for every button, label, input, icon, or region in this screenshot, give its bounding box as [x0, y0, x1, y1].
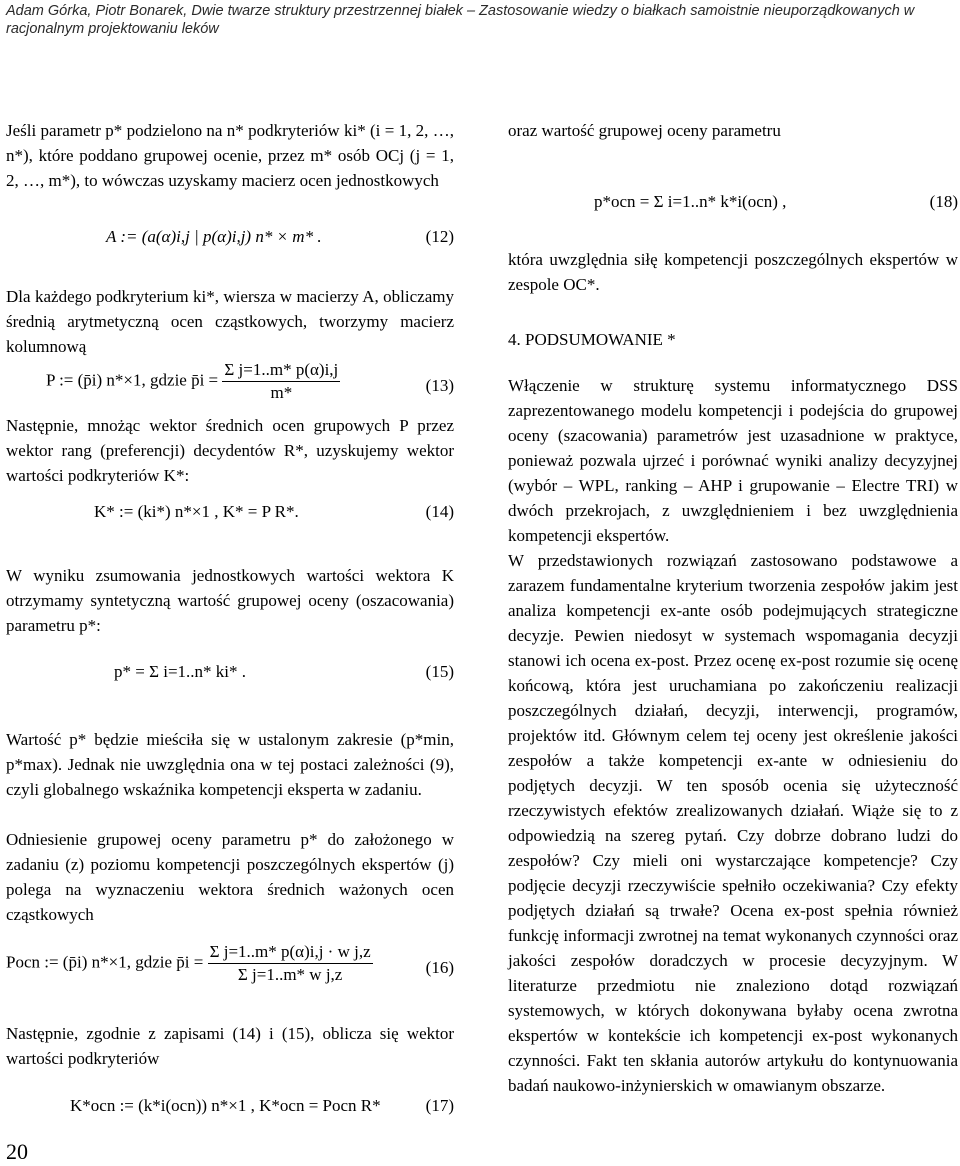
fraction-numerator: Σ j=1..m* p(α)i,j · w j,z [208, 941, 373, 964]
equation-number: (17) [425, 1096, 454, 1115]
equation-12 [6, 218, 454, 274]
equation-17 [6, 1081, 454, 1133]
equation-number: (15) [425, 662, 454, 681]
right-column [508, 118, 958, 1098]
equation-number: (16) [425, 958, 454, 977]
equation-18 [508, 143, 958, 227]
paragraph: Włączenie w strukturę systemu informatycznego DSS zaprezentowanego modelu kompetencji i podejścia do grupowej oceny (szacowania) parametrów jest uzasadnione w praktyce, ponieważ pozwala ujrzeć i porównać wyniki analizy decyzyjnej (wybór – WPL, ranking – AHP i grupowanie – Electre TRI) w dwóch przekrojach, z uwzględnieniem i bez uwzględnienia kompetencji ekspertów. [508, 376, 958, 545]
equation-number: (13) [425, 376, 454, 395]
equation-lhs: Pocn := (p̄i) n*×1, gdzie p̄i = [6, 952, 204, 972]
fraction [208, 941, 373, 986]
equation-13 [6, 359, 454, 413]
paragraph: W przedstawionych rozwiązań zastosowano podstawowe a zarazem fundamentalne kryterium tworzenia zespołów jakim jest analiza kompetencji ex-ante osób podejmujących strategiczne decyzje. Pewien niedosyt w systemach wspomagania decyzji stanowi ich ocena ex-post. Przez ocenę ex-post rozumie się ocenę końcową, która jest uruchamiana po zakończeniu realizacji poszczególnych działań, decyzji, interwencji, programów, projektów itd. Głównym celem tej oceny jest określenie jakości zespołów a także kompetencji ex-ante w odniesieniu do podjętych decyzji. W ten sposób ocenia się użyteczność rzeczywistych efektów zrealizowanych działań. Wiąże się to z odpowiedzią na szereg pytań. Czy dobrze dobrano ludzi do zespołów? Czy mieli oni wystarczające kompetencje? Czy podjęcie decyzji rzeczywiście spełniło oczekiwania? Czy efekty podjętych działań są trwałe? Ocena ex-post spełnia również funkcję informacji zwrotnej na temat wykonanych czynności oraz jakości zespołów doradczych w procesie decyzyjnym. W literaturze przedmiotu nie znaleziono dotąd rozwiązań systemowych, w których dokonywana byłaby ocena zwrotna ekspertów w kontekście ich kompetencji ex-post wykonanych czynności. Fakt ten skłania autorów artykułu do kontynuowania badań naukowo-inżynierskich w omawianym obszarze. [508, 551, 958, 1095]
running-header-text: Adam Górka, Piotr Bonarek, Dwie twarze struktury przestrzennej białek – Zastosowanie wiedzy o białkach samoistnie nieuporządkowanych w racjonalnym projektowaniu leków [6, 3, 915, 37]
paragraph: która uwzględnia siłę kompetencji poszczególnych ekspertów w zespole OC*. [508, 250, 958, 294]
equation-15 [6, 639, 454, 727]
equation-lhs: P := (p̄i) n*×1, gdzie p̄i = [46, 370, 219, 390]
equation-body: K*ocn := (k*i(ocn)) n*×1 , K*ocn = Pocn R* [70, 1096, 381, 1115]
paragraph: Następnie, mnożąc wektor średnich ocen grupowych P przez wektor rang (preferencji) decydentów R*, uzyskujemy wektor wartości podkryteriów K*: [6, 416, 454, 485]
paragraph: Odniesienie grupowej oceny parametru p* do założonego w zadaniu (z) poziomu kompetencji poszczególnych ekspertów (j) polega na wyznaczeniu wektora średnich ważonych ocen cząstkowych [6, 830, 454, 924]
paragraph: Jeśli parametr p* podzielono na n* podkryteriów ki* (i = 1, 2, …, n*), które poddano grupowej ocenie, przez m* osób OCj (j = 1, 2, …, m*), to wówczas uzyskamy macierz ocen jednostkowych [6, 121, 454, 190]
equation-14 [6, 489, 454, 551]
equation-number: (18) [929, 192, 958, 211]
equation-body: K* := (ki*) n*×1 , K* = P R*. [94, 502, 299, 521]
paragraph: oraz wartość grupowej oceny parametru [508, 121, 781, 140]
page-number: 20 [6, 1139, 28, 1164]
fraction-denominator: Σ j=1..m* w j,z [237, 965, 343, 984]
equation-body: A := (a(α)i,j | p(α)i,j) n* × m* . [106, 227, 322, 246]
paragraph: Następnie, zgodnie z zapisami (14) i (15), oblicza się wektor wartości podkryteriów [6, 1024, 454, 1068]
paragraph: Wartość p* będzie mieściła się w ustalonym zakresie (p*min, p*max). Jednak nie uwzględnia ona w tej postaci zależności (9), czyli globalnego wskaźnika kompetencji eksperta w zadaniu. [6, 730, 454, 799]
fraction-denominator: m* [270, 383, 293, 402]
left-column [6, 118, 454, 1133]
paragraph: W wyniku zsumowania jednostkowych wartości wektora K otrzymamy syntetyczną wartość grupowej oceny (oszacowania) parametru p*: [6, 566, 454, 635]
paragraph: Dla każdego podkryterium ki*, wiersza w macierzy A, obliczamy średnią arytmetyczną ocen cząstkowych, tworzymy macierz kolumnową [6, 287, 454, 356]
equation-16 [6, 927, 454, 1011]
fraction [222, 359, 340, 404]
equation-body: p* = Σ i=1..n* ki* . [114, 662, 247, 681]
running-header [6, 2, 954, 38]
equation-number: (14) [425, 502, 454, 521]
equation-body: p*ocn = Σ i=1..n* k*i(ocn) , [594, 192, 787, 211]
fraction-numerator: Σ j=1..m* p(α)i,j [222, 359, 340, 382]
equation-number: (12) [425, 227, 454, 246]
section-heading: 4. PODSUMOWANIE * [508, 330, 676, 349]
